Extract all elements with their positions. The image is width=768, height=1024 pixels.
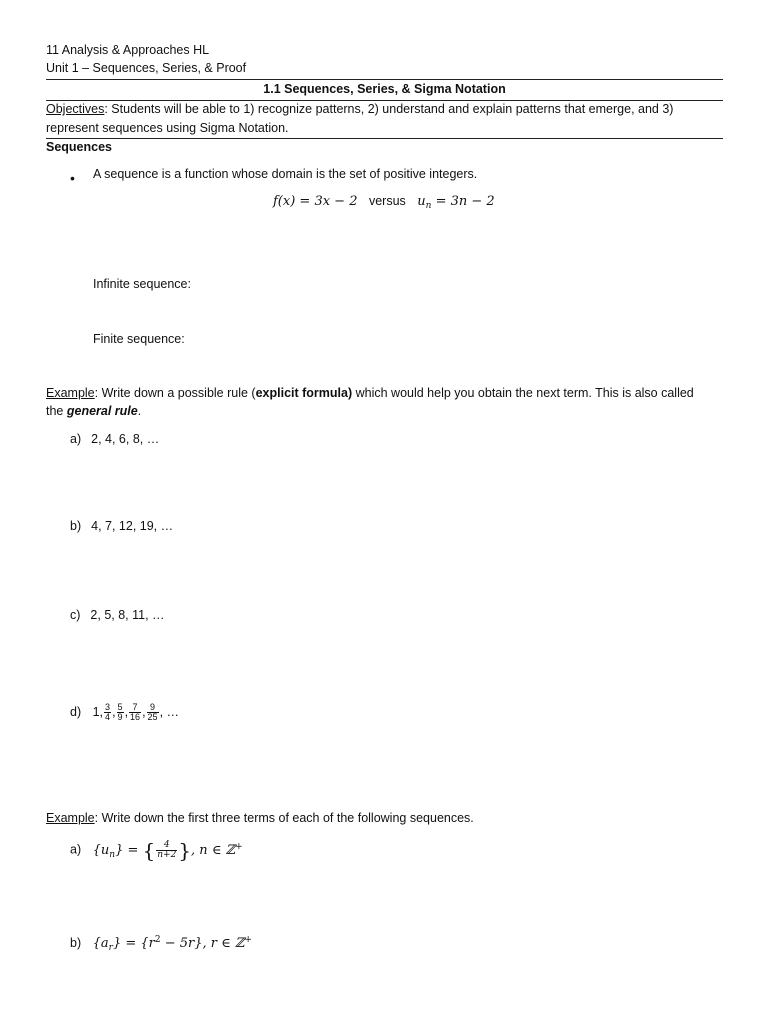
unit-title: Unit 1 – Sequences, Series, & Proof bbox=[46, 61, 247, 75]
example-1-item-c: c) 2, 5, 8, 11, … bbox=[70, 608, 165, 622]
formula-comparison: f(x) = 3x − 2 versus $u_n = 3n - 2$ bbox=[273, 194, 495, 211]
divider bbox=[46, 100, 723, 101]
example-2-item-a: a) $\{u_n\}$ = { $\frac{4}{n+2}$ }, n ∈ ℤ+ bbox=[70, 838, 243, 862]
example-2-item-b: b) $\{a_r\} = \{r^2 - 5r\}$, r ∈ ℤ+ bbox=[70, 935, 252, 953]
fraction: $\frac{5}{9}$ bbox=[117, 702, 123, 722]
finite-sequence-label: Finite sequence: bbox=[93, 332, 185, 346]
divider bbox=[46, 79, 723, 80]
example-1-item-b: b) 4, 7, 12, 19, … bbox=[70, 519, 174, 533]
objectives-label: Objectives bbox=[46, 102, 105, 116]
definition-text: A sequence is a function whose domain is the set of positive integers. bbox=[93, 167, 478, 181]
divider bbox=[46, 138, 723, 139]
example-1-item-d: d) 1, $\frac{3}{4}$ , $\frac{5}{9}$ , $\frac{7}{16}$ , $\frac{9}{25}$ , … bbox=[70, 702, 180, 722]
bullet-dot: • bbox=[70, 170, 75, 186]
example-1-line-2: the general rule. bbox=[46, 404, 142, 418]
page-title: 1.1 Sequences, Series, & Sigma Notation bbox=[263, 82, 506, 96]
fraction: $\frac{3}{4}$ bbox=[105, 702, 111, 722]
section-heading: Sequences bbox=[46, 140, 113, 154]
example-1-line-1: Example: Write down a possible rule (explicit formula) which would help you obtain the next term. This is also called bbox=[46, 386, 694, 400]
fraction: $\frac{7}{16}$ bbox=[130, 702, 141, 722]
objectives-line-2: represent sequences using Sigma Notation. bbox=[46, 121, 289, 135]
fraction: $\frac{9}{25}$ bbox=[147, 702, 158, 722]
infinite-sequence-label: Infinite sequence: bbox=[93, 277, 191, 291]
course-title: 11 Analysis & Approaches HL bbox=[46, 43, 210, 57]
example-1-item-a: a) 2, 4, 6, 8, … bbox=[70, 432, 160, 446]
objectives-line-1: Objectives: Students will be able to 1) recognize patterns, 2) understand and explain patterns that emerge, and 3) bbox=[46, 102, 674, 116]
example-2-line: Example: Write down the first three terms of each of the following sequences. bbox=[46, 811, 474, 825]
